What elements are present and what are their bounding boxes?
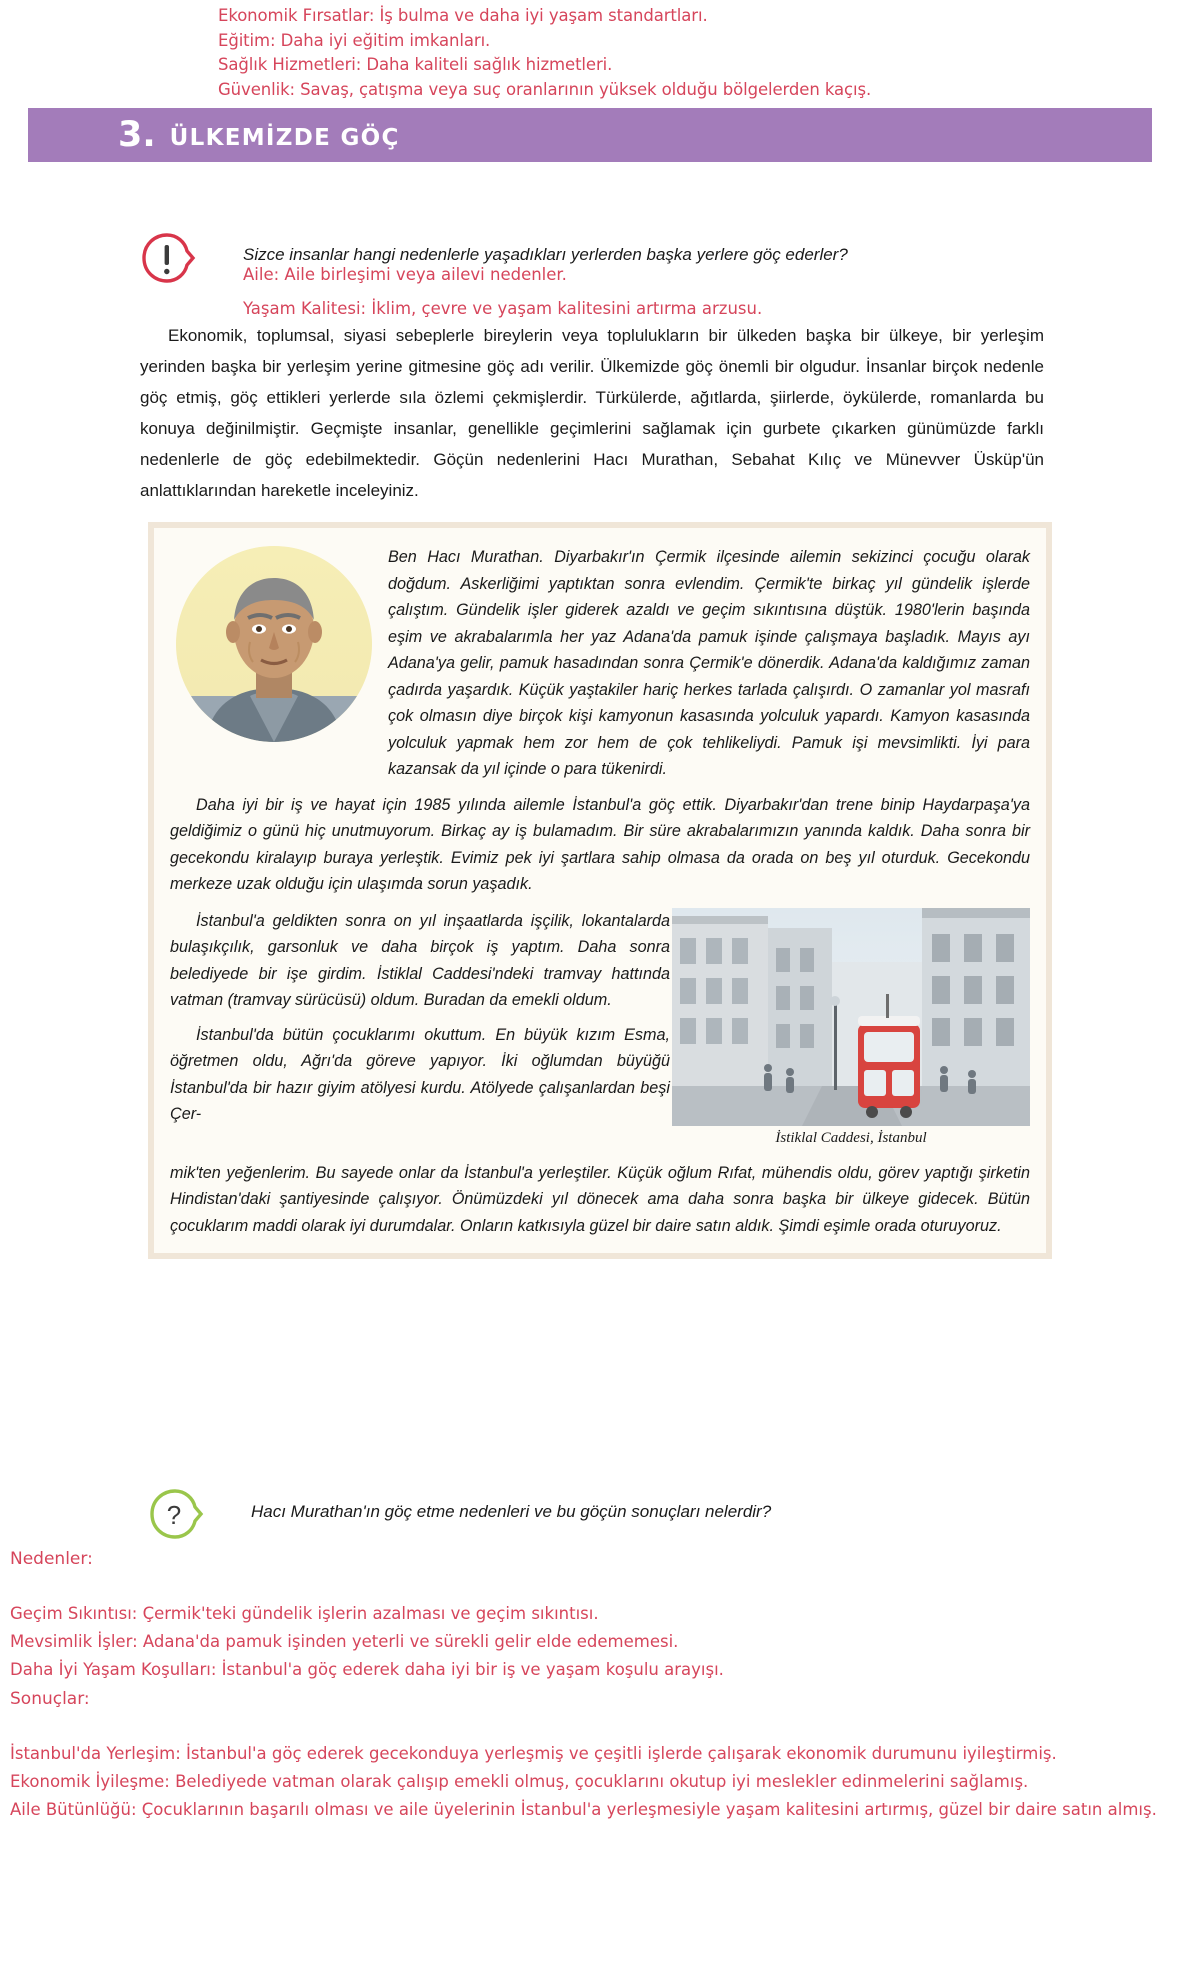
section-number: 3.	[118, 114, 156, 155]
istiklal-street-photo	[672, 908, 1030, 1126]
page-title: ÜLKEMİZDE GÖÇ	[169, 124, 400, 151]
bottom-question-text: Hacı Murathan'ın göç etme nedenleri ve bu göçün sonuçları nelerdir?	[251, 1502, 772, 1521]
prompt-question-text: Sizce insanlar hangi nedenlerle yaşadıkları yerlerden başka yerlere göç ederler?	[243, 245, 848, 264]
photo-caption: İstiklal Caddesi, İstanbul	[775, 1129, 927, 1146]
body-paragraph: Ekonomik, toplumsal, siyasi sebeplerle bireylerin veya toplulukların bir ülkeden başka bir ülkeye, bir yerleşim yerinden başka bir yerleşim yerine gitmesine göç adı verilir. Ülkemizde göç önemli bir olgudur. İnsanlar birçok nedenle göç etmiş, göç ettikleri yerlerde sıla özlemi çekmişlerdir. Türkülerde, ağıtlarda, şiirlerde, öykülerde, romanlarda bu konuya değinilmiştir. Geçmişte insanlar, genellikle geçimlerini sağlamak için gurbete çıkarken günümüzde farklı nedenlerle de göç edebilmektedir. Göçün nedenlerini Hacı Murathan, Sebahat Kılıç ve Münevver Üsküp'ün anlattıklarından hareketle inceleyiniz.	[140, 326, 1044, 500]
answer-block	[10, 1544, 1170, 1824]
svg-text:?: ?	[166, 1500, 182, 1530]
result-line: Ekonomik İyileşme: Belediyede vatman olarak çalışıp emekli olmuş, çocuklarını okutup iyi meslekler edinmelerini sağlamış.	[10, 1772, 1029, 1791]
results-label: Sonuçlar:	[10, 1689, 90, 1709]
prompt-answers	[140, 258, 1040, 326]
spacer	[10, 1574, 1170, 1600]
annotation-note: Eğitim: Daha iyi eğitim imkanları.	[218, 30, 491, 50]
annotation-note: Güvenlik: Savaş, çatışma veya suç oranlarının yüksek olduğu bölgelerden kaçış.	[218, 79, 872, 99]
testimonial-two-column-block	[170, 908, 1030, 1158]
istanbul-photo-block	[672, 908, 1030, 1147]
question-badge-icon	[148, 1488, 204, 1540]
testimonial-intro-paragraph: Ben Hacı Murathan. Diyarbakır'ın Çermik ilçesinde ailemin sekizinci çocuğu olarak doğdum. Askerliğimi yaptıktan sonra evlendim. Çermik'te birkaç yıl gündelik işlerde çalıştım. Gündelik işler giderek azaldı ve geçim sıkıntısına düştük. 1980'lerin başında eşim ve akrabalarımla her yaz Adana'da pamuk işinde çalışmaya başladık. Mayıs ayı Adana'ya gelir, pamuk hasadından sonra Çermik'e dönerdik. Adana'da kaldığımız zaman çadırda yaşardık. Küçük yaştakiler hariç herkes tarlada çalışırdı. O zamanlar yol masrafı çok olmasın diye birçok kişi kamyonun kasasında yolculuk yapardı. Kamyon kasasında yolculuk yapmak hem zor hem de çok tehlikeliydi. Pamuk işi mevsimlikti. İyi para kazansak da yıl içinde o para tükenirdi.	[388, 548, 1030, 778]
testimonial-top	[170, 540, 1030, 783]
testimonial-col-paragraph: İstanbul'da bütün çocuklarımı okuttum. En büyük kızım Esma, öğretmen oldu, Ağrı'da göreve yapıyor. İki oğlumdan büyüğü İstanbul'da bir hazır giyim atölyesi kurdu. Atölyede çalışanlardan beşi Çer-	[170, 1025, 670, 1123]
testimonial-col-paragraph: İstanbul'a geldikten sonra on yıl inşaatlarda işçilik, lokantalarda bulaşıkçılık, garsonluk ve daha birçok iş yaptım. Daha sonra belediyede bir işe girdim. İstiklal Caddesi'ndeki tramvay hattında vatman (tramvay sürücüsü) oldum. Buradan da emekli oldum.	[170, 911, 670, 1009]
annotation-note: Ekonomik Fırsatlar: İş bulma ve daha iyi yaşam standartları.	[218, 6, 708, 25]
prompt-answer-line: Aile: Aile birleşimi veya ailevi nedenler.	[243, 265, 567, 284]
top-annotation-notes	[218, 4, 958, 102]
testimonial-paragraph-2: Daha iyi bir iş ve hayat için 1985 yılında ailemle İstanbul'a göç ettik. Diyarbakır'dan trene binip Haydarpaşa'ya geldiğimiz o günü hiç unutmuyorum. Birkaç ay iş bulamadım. Bir süre akrabalarımızın yanında kaldık. Daha sonra bir gecekondu kiralayıp buraya yerleştik. Evimiz pek iyi şartlara sahip olmasa da orada on beş yıl oturduk. Gecekondu merkeze uzak olduğu için ulaşımda sorun yaşadık.	[170, 795, 1030, 893]
annotation-note: Sağlık Hizmetleri: Daha kaliteli sağlık hizmetleri.	[218, 55, 613, 74]
spacer	[10, 1714, 1170, 1740]
reasons-label: Nedenler:	[10, 1549, 93, 1569]
testimonial-card	[148, 522, 1052, 1259]
elderly-man-portrait	[176, 546, 372, 742]
result-line: Aile Bütünlüğü: Çocuklarının başarılı olması ve aile üyelerinin İstanbul'a yerleşmesiyle yaşam kalitesini artırmış, güzel bir daire satın almış.	[10, 1800, 1157, 1819]
section-header-bar	[28, 108, 1152, 162]
reason-line: Mevsimlik İşler: Adana'da pamuk işinden yeterli ve sürekli gelir elde edememesi.	[10, 1632, 679, 1651]
testimonial-tail-paragraph: mik'ten yeğenlerim. Bu sayede onlar da İstanbul'a yerleştiler. Küçük oğlum Rıfat, mühendis oldu, görev yaptığı şirketin Hindistan'daki şantiyesinde çalışıyor. Önümüzdeki yıl dönecek ama daha sonra başka bir ülkeye gidecek. Bütün çocuklarım maddi olarak iyi durumdalar. Onların katkısıyla güzel bir daire satın aldık. Şimdi eşimle orada oturuyoruz.	[170, 1163, 1030, 1235]
result-line: İstanbul'da Yerleşim: İstanbul'a göç ederek gecekonduya yerleşmiş ve çeşitli işlerde çalışarak ekonomik durumunu iyileştirmiş.	[10, 1744, 1057, 1763]
testimonial-left-column	[170, 908, 670, 1128]
reason-line: Daha İyi Yaşam Koşulları: İstanbul'a göç ederek daha iyi bir iş ve yaşam koşulu arayışı.	[10, 1660, 724, 1679]
prompt-answer-line: Yaşam Kalitesi: İklim, çevre ve yaşam kalitesini artırma arzusu.	[243, 299, 763, 318]
reason-line: Geçim Sıkıntısı: Çermik'teki gündelik işlerin azalması ve geçim sıkıntısı.	[10, 1604, 599, 1623]
